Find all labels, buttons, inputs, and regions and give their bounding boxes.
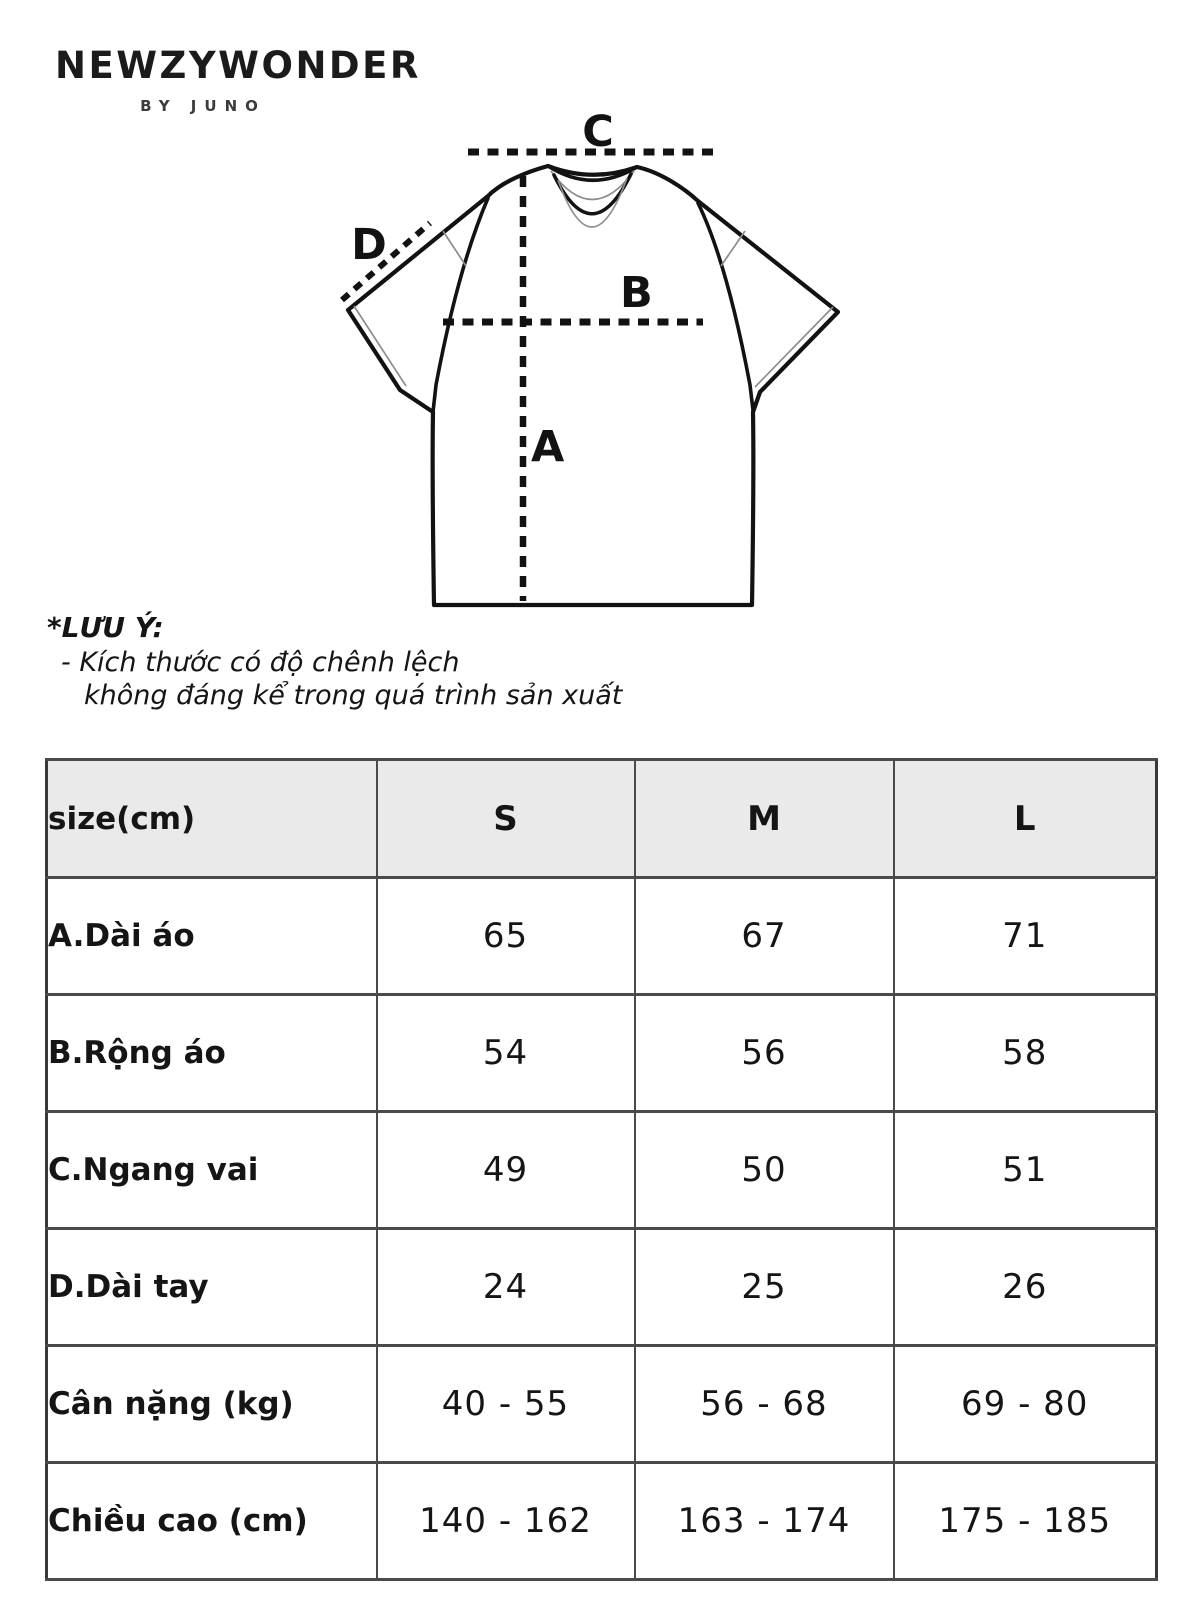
row-label: D.Dài tay (47, 1229, 377, 1346)
note-line: không đáng kể trong quá trình sản xuất (84, 680, 623, 711)
row-label: B.Rộng áo (47, 995, 377, 1112)
brand-logo: NEWZYWONDER (55, 44, 421, 87)
cell-value: 56 (635, 995, 894, 1112)
cell-value: 163 - 174 (635, 1463, 894, 1580)
measure-label-b: B (620, 268, 653, 318)
cell-value: 69 - 80 (894, 1346, 1157, 1463)
table-row (47, 1463, 1157, 1580)
cell-value: 54 (377, 995, 635, 1112)
note-block (0, 610, 622, 712)
cell-value: 26 (894, 1229, 1157, 1346)
cell-value: 56 - 68 (635, 1346, 894, 1463)
cell-value: 65 (377, 878, 635, 995)
measure-label-c: C (582, 108, 614, 157)
row-label: C.Ngang vai (47, 1112, 377, 1229)
note-title: *LƯU Ý: (47, 611, 164, 644)
measure-label-d: D (351, 220, 387, 270)
table-row (47, 878, 1157, 995)
row-label: Cân nặng (kg) (47, 1346, 377, 1463)
cell-value: 140 - 162 (377, 1463, 635, 1580)
column-header-l: L (894, 760, 1157, 878)
row-label: A.Dài áo (47, 878, 377, 995)
column-header-s: S (377, 760, 635, 878)
size-table-header-row (47, 760, 1157, 878)
cell-value: 24 (377, 1229, 635, 1346)
table-row (47, 1346, 1157, 1463)
column-header-m: M (635, 760, 894, 878)
column-header-size: size(cm) (47, 760, 377, 878)
brand-header (55, 44, 421, 115)
cell-value: 175 - 185 (894, 1463, 1157, 1580)
row-label: Chiều cao (cm) (47, 1463, 377, 1580)
size-table (45, 758, 1158, 1581)
table-row (47, 1112, 1157, 1229)
cell-value: 58 (894, 995, 1157, 1112)
brand-tagline: BY JUNO (140, 97, 266, 115)
cell-value: 67 (635, 878, 894, 995)
cell-value: 25 (635, 1229, 894, 1346)
cell-value: 51 (894, 1112, 1157, 1229)
cell-value: 49 (377, 1112, 635, 1229)
tshirt-size-diagram (300, 108, 880, 620)
note-line: - Kích thước có độ chênh lệch (61, 647, 460, 678)
cell-value: 40 - 55 (377, 1346, 635, 1463)
cell-value: 50 (635, 1112, 894, 1229)
table-row (47, 995, 1157, 1112)
table-row (47, 1229, 1157, 1346)
cell-value: 71 (894, 878, 1157, 995)
measure-label-a: A (531, 422, 565, 472)
